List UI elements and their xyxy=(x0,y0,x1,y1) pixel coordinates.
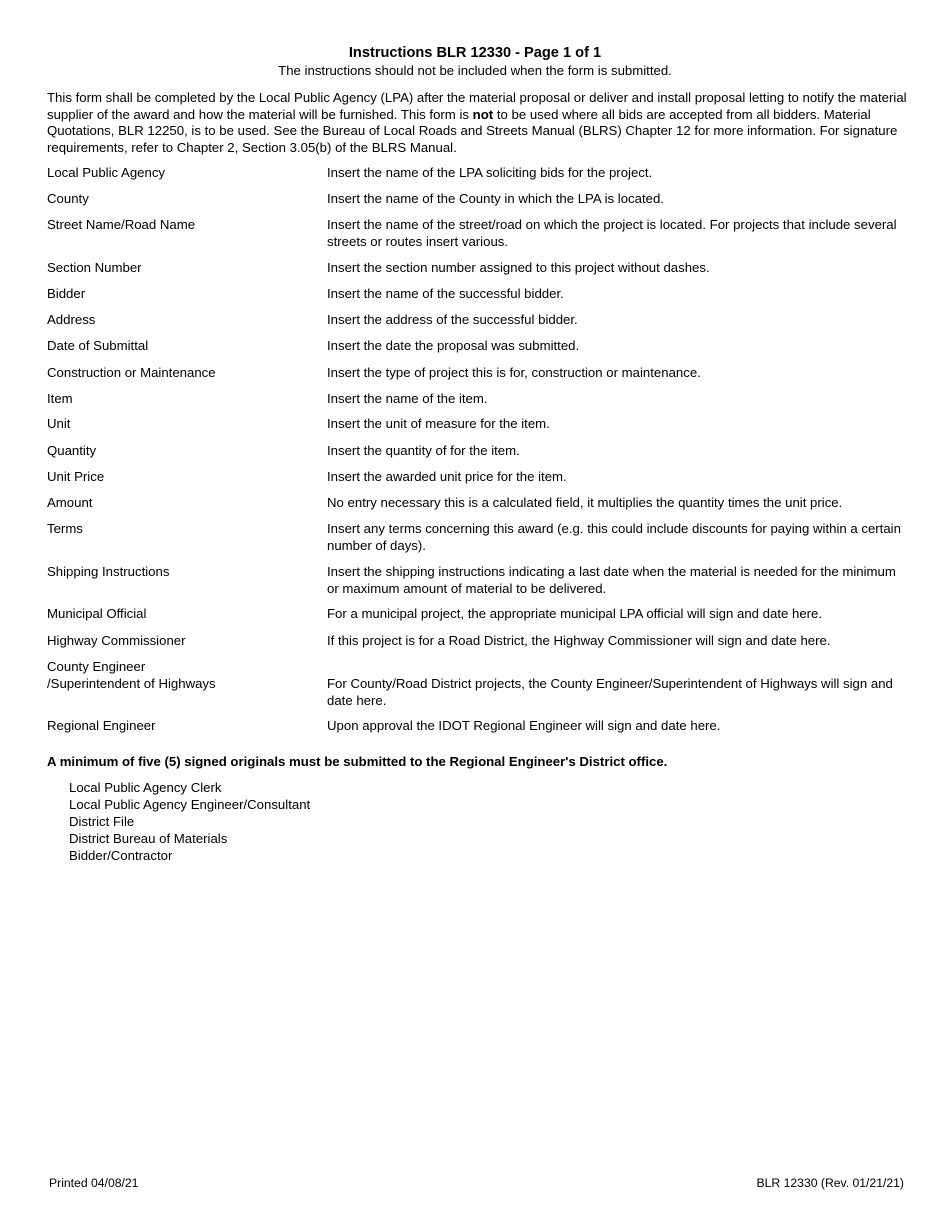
field-description: Insert the section number assigned to this project without dashes. xyxy=(327,260,710,275)
printed-date: Printed 04/08/21 xyxy=(49,1176,139,1190)
form-revision-id: BLR 12330 (Rev. 01/21/21) xyxy=(756,1176,904,1190)
intro-text-part1: This form shall be completed by the Local Public Agency (LPA) after the material proposal or deliver and install proposal letting to notify the material supplier of the award and how the material will be furnished. This form is xyxy=(47,90,907,122)
field-label: Address xyxy=(47,312,96,327)
field-label: Unit xyxy=(47,416,71,431)
field-label: Unit Price xyxy=(47,469,105,484)
field-label: Shipping Instructions xyxy=(47,564,170,579)
field-description: Insert the unit of measure for the item. xyxy=(327,416,550,431)
field-description: Insert the name of the County in which the LPA is located. xyxy=(327,191,664,206)
list-item: Local Public Agency Clerk xyxy=(69,780,222,795)
field-description: Insert the name of the item. xyxy=(327,391,488,406)
intro-emphasis: not xyxy=(472,106,494,122)
field-label: Regional Engineer xyxy=(47,718,156,733)
field-label: Street Name/Road Name xyxy=(47,217,196,232)
field-label: Bidder xyxy=(47,286,86,301)
field-description: Insert any terms concerning this award (e.g. this could include discounts for paying within a certain number of days). xyxy=(327,521,901,553)
field-description: Insert the address of the successful bidder. xyxy=(327,312,578,327)
field-description: Insert the type of project this is for, construction or maintenance. xyxy=(327,365,701,380)
list-item: District Bureau of Materials xyxy=(69,830,228,846)
field-label: Construction or Maintenance xyxy=(47,365,216,380)
field-label: Date of Submittal xyxy=(47,338,149,353)
list-item: Local Public Agency Engineer/Consultant xyxy=(69,796,311,812)
list-item: Bidder/Contractor xyxy=(69,847,173,863)
field-label: County xyxy=(47,191,89,206)
field-description: Insert the name of the LPA soliciting bids for the project. xyxy=(327,165,653,180)
minimum-originals-note: A minimum of five (5) signed originals must be submitted to the Regional Engineer's District office. xyxy=(47,754,668,769)
field-description: Insert the quantity of for the item. xyxy=(327,443,520,458)
field-description: If this project is for a Road District, the Highway Commissioner will sign and date here. xyxy=(327,633,831,648)
field-description: For County/Road District projects, the County Engineer/Superintendent of Highways will sign and date here. xyxy=(327,676,893,708)
field-description: Insert the name of the street/road on which the project is located. For projects that include several streets or routes insert various. xyxy=(327,217,897,249)
list-item: District File xyxy=(69,813,135,829)
page-subtitle: The instructions should not be included when the form is submitted. xyxy=(278,63,672,78)
page-title: Instructions BLR 12330 - Page 1 of 1 xyxy=(348,45,602,61)
distribution-list xyxy=(69,780,310,864)
field-label: Amount xyxy=(47,495,93,510)
field-label: County Engineer /Superintendent of Highways xyxy=(47,659,216,691)
field-description: Upon approval the IDOT Regional Engineer will sign and date here. xyxy=(327,718,721,733)
field-label: Section Number xyxy=(47,260,142,275)
field-description: For a municipal project, the appropriate municipal LPA official will sign and date here. xyxy=(327,606,823,621)
intro-text-part2: to be used where all bids are accepted from all bidders. Material Quotations, BLR 12250, is to be used. See the Bureau of Local Roads and Streets Manual (BLRS) Chapter 12 for more information. For signature requirements, refer to Chapter 2, Section 3.05(b) of the BLRS Manual. xyxy=(47,106,898,155)
field-label: Item xyxy=(47,391,73,406)
field-description: Insert the name of the successful bidder. xyxy=(327,286,564,301)
field-label: Municipal Official xyxy=(47,606,147,621)
field-label: Terms xyxy=(47,521,83,536)
field-label: Highway Commissioner xyxy=(47,633,186,648)
field-description: No entry necessary this is a calculated field, it multiplies the quantity times the unit price. xyxy=(327,495,843,510)
intro-paragraph xyxy=(47,90,907,156)
field-label: Quantity xyxy=(47,443,97,458)
field-label: Local Public Agency xyxy=(47,165,166,180)
field-description: Insert the shipping instructions indicating a last date when the material is needed for the minimum or maximum amount of material to be delivered. xyxy=(327,564,896,596)
field-description: Insert the awarded unit price for the item. xyxy=(327,469,567,484)
field-description: Insert the date the proposal was submitted. xyxy=(327,338,580,353)
